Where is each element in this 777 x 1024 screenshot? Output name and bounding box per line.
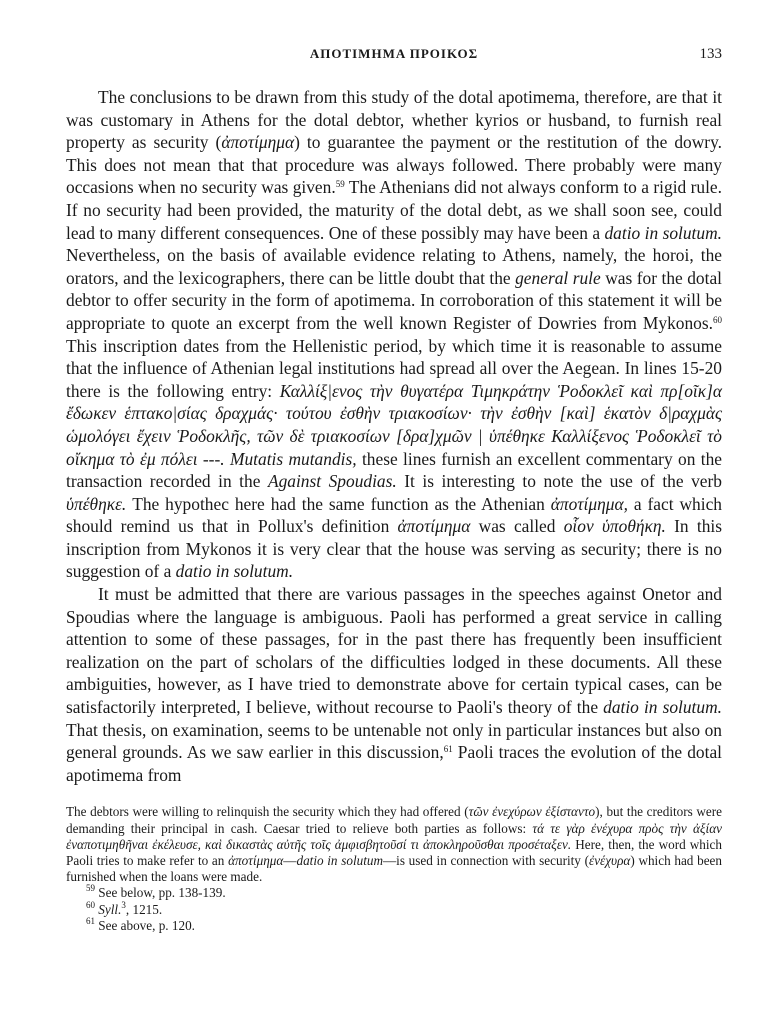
footnote-continuation: [66, 804, 722, 885]
running-title: ΑΠΟΤΙΜΗΜΑ ΠΡΟΙΚΟΣ: [309, 46, 479, 61]
text-run: Paoli traces the evolution of the dotal apotimema from: [66, 742, 723, 785]
footnote-text: See below, pp. 138-139.: [95, 885, 226, 901]
italic-term: datio in solutum.: [604, 222, 722, 243]
footnote-number: 59: [86, 883, 95, 894]
text-run: Nevertheless, on the basis of available evidence relating to Athens, namely, the horoi, the orators, and the lexicographers, there can be little doubt that the: [66, 245, 722, 288]
paragraph-2: [66, 583, 722, 786]
greek-term: ἀποτίμημα,: [550, 493, 628, 514]
greek-term: ἐνέχυρα: [589, 853, 631, 869]
text-run: ), but the creditors were demanding their principal in cash. Caesar tried to relieve both parties as follows:: [66, 804, 722, 836]
text-run: This inscription dates from the Hellenistic period, by which time it is reasonable to assume that the influence of Athenian legal institutions had spread all over the Aegean. In lines 15-20 there is the following entry:: [66, 335, 722, 401]
italic-term: datio in solutum: [296, 853, 383, 869]
text-run: The Athenians did not always conform to a rigid rule. If no security had been provided, the maturity of the dotal debt, as we shall soon see, could lead to many different consequences. One of these possibly may have been a: [66, 177, 722, 243]
footnote-italic: Syll.: [98, 901, 122, 917]
italic-term: general rule: [515, 267, 601, 288]
italic-title: Against Spoudias.: [267, 471, 397, 492]
text-run: was for the dotal debtor to offer security in the form of apotimema. In corroboration of this statement it will be appropriate to quote an excerpt from the well known Register of Dowries from Mykonos.: [66, 267, 722, 333]
text-run: ) which had been furnished when the loans were made.: [66, 853, 722, 885]
footnote-text: , 1215.: [125, 901, 163, 917]
text-run: It is interesting to note the use of the verb: [396, 471, 723, 492]
italic-term: datio in solutum.: [175, 561, 294, 582]
greek-term: οἷον ὑποθήκη.: [563, 516, 666, 537]
text-run: was called: [470, 516, 564, 537]
text-run: That thesis, on examination, seems to be untenable not only in particular instances but also on general grounds. As we saw earlier in this discussion,: [66, 719, 722, 763]
footnote-ref-59: 59: [335, 179, 345, 190]
greek-term: ἀποτίμημα: [397, 516, 471, 537]
greek-term: ἀποτίμημα: [228, 853, 284, 869]
italic-term: Mutatis mutandis,: [229, 448, 357, 469]
footnote-number: 60: [86, 899, 95, 910]
paragraph-1: [66, 86, 722, 583]
text-run: —: [283, 853, 297, 869]
text-run: The hypothec here had the same function as the Athenian: [126, 493, 551, 514]
page: [66, 46, 722, 934]
greek-quote: τά τε γὰρ ἐνέχυρα πρὸς τὴν ἀξίαν ἐναποτιμηθῆναι ἐκέλευσε, καὶ δικαστὰς αὐτῆς τοῖς ἀμφισβητοῦσί τι ἀποκληροῦσθαι προσέταξεν.: [66, 820, 722, 852]
page-number: 133: [699, 46, 722, 62]
text-run: a fact which should remind us that in Pollux's definition: [66, 493, 722, 537]
footnote-number: 61: [86, 915, 95, 926]
italic-term: datio in solutum.: [603, 697, 722, 718]
greek-inscription-quote: Καλλίξ|ενος τὴν θυγατέρα Τιμηκράτην Ῥοδοκλεῖ καὶ πρ[οῖκ]α ἔδωκεν ἑπτακο|σίας δραχμάς· τούτου ἐσθὴν τριακοσίων· τὴν ἐσθὴν [καὶ] ἑκατὸν δ|ραχμὰς ὡμολόγει ἔχειν Ῥοδοκλῆς, τῶν δὲ τριακοσίων [δρα]χμῶν | ὑπέθηκε Καλλίξενος Ῥοδοκλεῖ τὸ οἴκημα τὸ ἐμ πόλει ---.: [66, 380, 723, 469]
edition-superscript: 3: [121, 899, 126, 910]
text-run: —is used in connection with security (: [382, 853, 589, 869]
body-text: [66, 86, 722, 786]
text-run: It must be admitted that there are various passages in the speeches against Onetor and Spoudias where the language is ambiguous. Paoli has performed a great service in calling attention to some of these passages, for in the past there has frequently been insufficient realization on the part of scholars of the difficulties lodged in these documents. All these ambiguities, however, as I have tried to demonstrate above for certain typical cases, can be satisfactorily interpreted, I believe, without recourse to Paoli's theory of the: [66, 584, 722, 718]
text-run: Here, then, the word which Paoli tries to make refer to an: [66, 836, 722, 869]
footnotes: [66, 804, 722, 934]
footnote-ref-60: 60: [713, 314, 722, 325]
footnote-59: [66, 885, 722, 901]
text-run: In this inscription from Mykonos it is very clear that the house was serving as security; there is no suggestion of a: [66, 516, 722, 582]
footnote-text: See above, p. 120.: [95, 917, 195, 933]
greek-term: ἀποτίμημα: [221, 132, 295, 153]
running-head: [66, 46, 722, 70]
footnote-ref-61: 61: [443, 744, 453, 755]
greek-term: ὑπέθηκε.: [66, 493, 127, 514]
footnote-61: [66, 915, 722, 934]
text-run: The conclusions to be drawn from this study of the dotal apotimema, therefore, are that it was customary in Athens for the dotal debtor, whether kyrios or husband, to furnish real property as security (: [66, 87, 722, 153]
text-run: ) to guarantee the payment or the restitution of the dowry. This does not mean that that procedure was always followed. There probably were many occasions when no security was given.: [66, 132, 722, 198]
text-run: these lines furnish an excellent commentary on the transaction recorded in the: [66, 448, 723, 492]
greek-term: τῶν ἐνεχύρων ἐξίσταντο: [468, 804, 596, 820]
text-run: The debtors were willing to relinquish the security which they had offered (: [66, 804, 469, 820]
footnote-60: [66, 899, 722, 918]
